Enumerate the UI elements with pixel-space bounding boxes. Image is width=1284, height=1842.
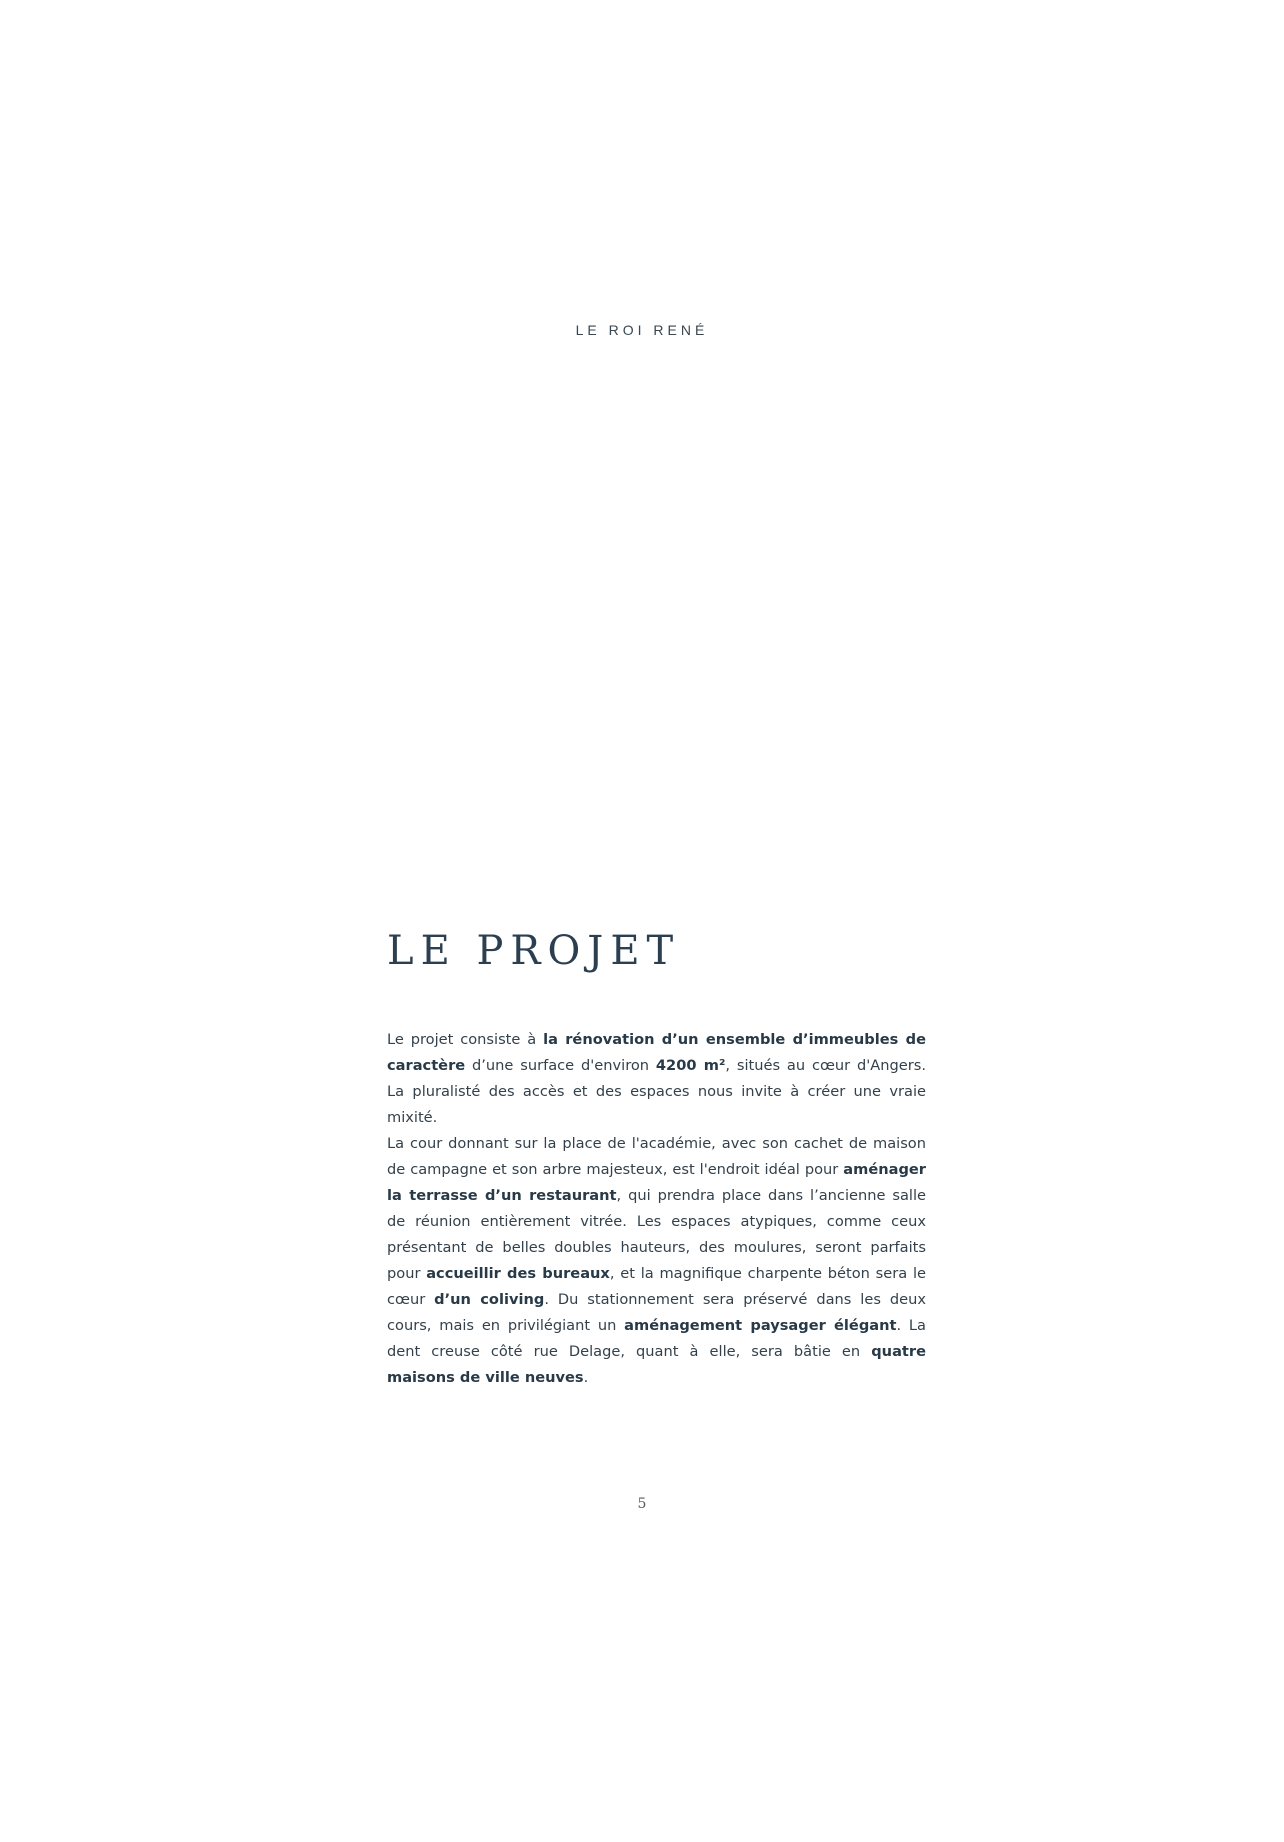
page-number: 5	[637, 1496, 647, 1512]
text-run: Le projet consiste à	[387, 1031, 544, 1048]
emphasis-restaurant: aménager la terrasse d’un restaurant	[387, 1161, 926, 1204]
emphasis-paysager: aménagement paysager élégant	[624, 1317, 897, 1334]
text-run: , situés au cœur d'Angers. La pluralisté des accès et des espaces nous invite à créer une vraie mixité.	[387, 1057, 926, 1126]
emphasis-surface: 4200 m²	[655, 1057, 726, 1074]
text-run: , qui prendra place dans l’ancienne salle de réunion entièrement vitrée. Les espaces atypiques, comme ceux présentant de belles doubles hauteurs, des moulures, seront parfaits pour	[387, 1187, 927, 1282]
emphasis-bureaux: accueillir des bureaux	[426, 1265, 610, 1282]
paragraph-details	[387, 1131, 926, 1391]
text-run: .	[583, 1369, 589, 1386]
text-run: . Du stationnement sera préservé dans les deux cours, mais en privilégiant un	[387, 1291, 926, 1334]
text-run: , et la magnifique charpente béton sera le cœur	[387, 1265, 926, 1308]
running-header: LE ROI RENÉ	[575, 322, 709, 338]
text-run: La cour donnant sur la place de l'académie, avec son cachet de maison de campagne et son arbre majesteux, est l'endroit idéal pour	[387, 1135, 926, 1178]
emphasis-coliving: d’un coliving	[434, 1291, 545, 1308]
paragraph-intro	[387, 1027, 926, 1131]
section-title: LE PROJET	[387, 928, 681, 974]
emphasis-renovation: la rénovation d’un ensemble d’immeubles de caractère	[387, 1031, 926, 1074]
body-text	[387, 1027, 926, 1391]
text-run: . La dent creuse côté rue Delage, quant à elle, sera bâtie en	[387, 1317, 926, 1360]
emphasis-maisons: quatre maisons de ville neuves	[387, 1343, 926, 1386]
text-run: d’une surface d'environ	[465, 1057, 656, 1074]
